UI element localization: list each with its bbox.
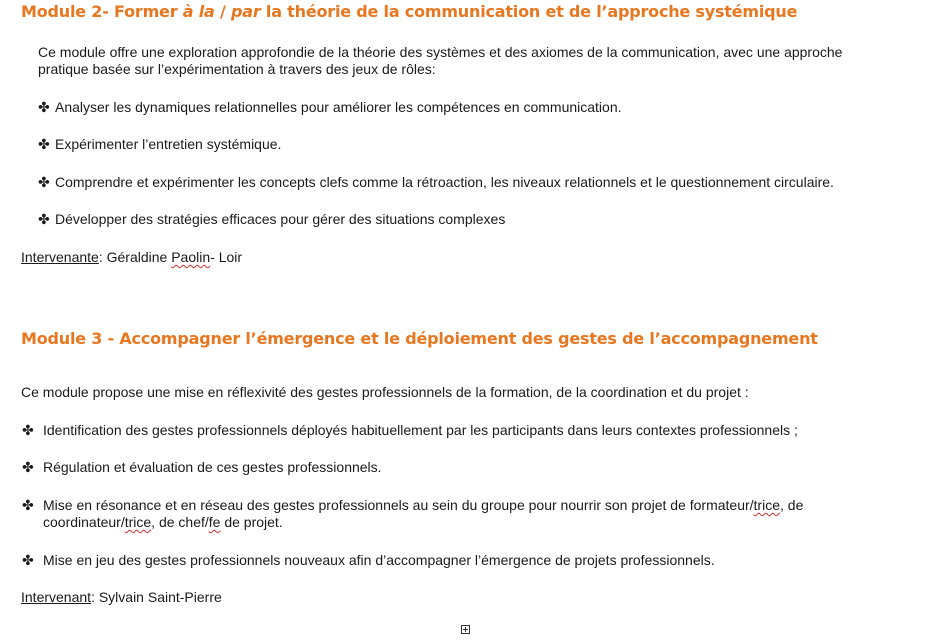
module3-bullet-1-text: Identification des gestes professionnels déployés habituellement par les participants dans leurs contextes professionnels ; (43, 422, 798, 438)
module3-speaker-rest: : Sylvain Saint-Pierre (91, 589, 222, 605)
module2-bullet-4 (38, 211, 505, 228)
clover-bullet-icon: ✤ (38, 136, 50, 152)
module3-intro: Ce module propose une mise en réflexivité des gestes professionnels de la formation, de la coordination et du projet : (21, 384, 749, 400)
module3-bullet-3-flag3: fe (208, 514, 221, 530)
module3-bullet-4 (22, 552, 715, 569)
module3-bullet-3-part2: , de (780, 497, 804, 513)
module2-heading-sep: / (214, 2, 232, 21)
module2-bullet-2 (38, 136, 281, 153)
module3-speaker (21, 589, 222, 606)
module3-bullet-3 (22, 497, 803, 531)
module2-heading (21, 2, 797, 21)
module2-heading-suffix: la théorie de la communication et de l’approche systémique (260, 2, 798, 21)
module2-heading-em2: par (231, 2, 261, 21)
table-move-handle-icon[interactable] (461, 625, 470, 634)
module2-heading-em1: à la (182, 2, 215, 21)
module3-bullet-3-line2-part1: coordinateur/ (43, 514, 125, 530)
module2-bullet-3-text: Comprendre et expérimenter les concepts clefs comme la rétroaction, les niveaux relationnels et le questionnement circulaire. (55, 174, 834, 190)
module3-bullet-3-line1 (22, 497, 803, 514)
module3-bullet-3-line2-part2: , de chef/ (151, 514, 209, 530)
clover-bullet-icon: ✤ (22, 497, 34, 513)
module2-intro (38, 44, 842, 78)
module2-bullet-4-text: Développer des stratégies efficaces pour gérer des situations complexes (55, 211, 506, 227)
clover-bullet-icon: ✤ (22, 552, 34, 568)
clover-bullet-icon: ✤ (22, 422, 34, 438)
module3-bullet-3-line2-part3: de projet. (220, 514, 283, 530)
module2-speaker-name-flagged: Paolin (171, 249, 211, 265)
module3-bullet-1 (22, 422, 798, 439)
module3-bullet-3-line2 (22, 514, 803, 531)
module3-bullet-4-text: Mise en jeu des gestes professionnels nouveaux afin d’accompagner l’émergence de projets professionnels. (43, 552, 715, 568)
clover-bullet-icon: ✤ (22, 459, 34, 475)
module3-heading: Module 3 - Accompagner l’émergence et le déploiement des gestes de l’accompagnement (21, 329, 818, 348)
module2-speaker-label: Intervenante (21, 249, 99, 265)
module2-bullet-3 (38, 174, 834, 191)
module2-intro-line2: pratique basée sur l’expérimentation à travers des jeux de rôles: (38, 61, 436, 77)
module3-speaker-label: Intervenant (21, 589, 92, 605)
module2-heading-prefix: Module 2- Former (21, 2, 183, 21)
module2-bullet-2-text: Expérimenter l’entretien systémique. (55, 136, 282, 152)
module2-speaker-name-rest: - Loir (210, 249, 243, 265)
module2-bullet-1-text: Analyser les dynamiques relationnelles pour améliorer les compétences en communication. (55, 99, 622, 115)
module3-bullet-3-flag1: trice (753, 497, 780, 513)
module3-bullet-3-part1: Mise en résonance et en réseau des gestes professionnels au sein du groupe pour nourrir son projet de formateur/ (43, 497, 754, 513)
module2-bullet-1 (38, 99, 622, 116)
clover-bullet-icon: ✤ (38, 174, 50, 190)
module3-bullet-2-text: Régulation et évaluation de ces gestes professionnels. (43, 459, 382, 475)
module2-intro-line1: Ce module offre une exploration approfondie de la théorie des systèmes et des axiomes de la communication, avec une approche (38, 44, 843, 60)
module2-speaker (21, 249, 242, 266)
module3-bullet-2 (22, 459, 382, 476)
clover-bullet-icon: ✤ (38, 99, 50, 115)
module3-bullet-3-flag2: trice (124, 514, 152, 530)
clover-bullet-icon: ✤ (38, 211, 50, 227)
module2-speaker-colon: : Géraldine (98, 249, 172, 265)
